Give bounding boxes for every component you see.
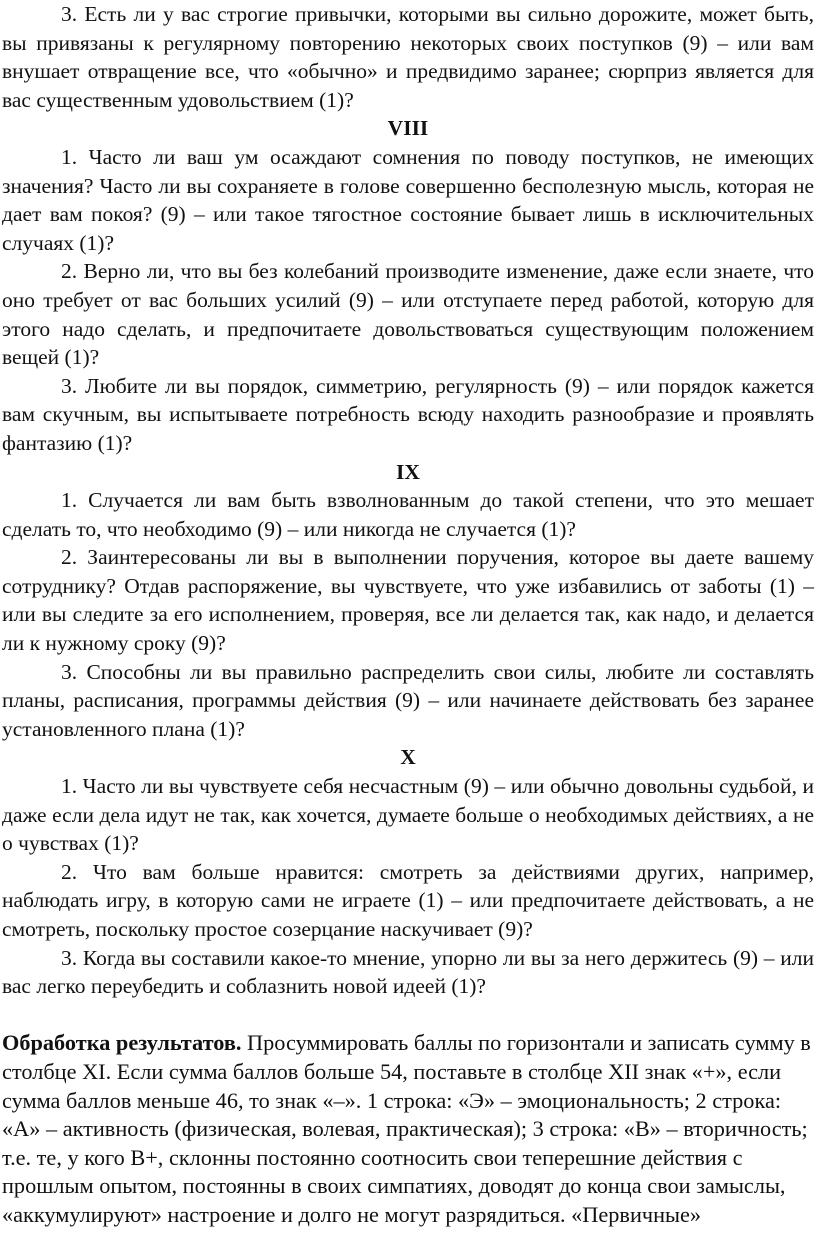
results-text: Просуммировать баллы по горизонтали и записать сумму в столбце XI. Если сумма баллов больше 54, поставьте в столбце XII знак «+», если сумма баллов меньше 46, то знак «–». 1 строка: «Э» – эмоциональность; 2 строка: «А» – активность (физическая, волевая, практическая); 3 строка: «В» – вторичность; т.е. те, у кого В+, склонны постоянно соотносить свои теперешние действия с прошлым опытом, постоянны в своих симпатиях, доводят до конца свои замыслы, «аккумулируют» настроение и долго не могут разрядиться. «Первичные» xyxy=(2,1030,811,1227)
question-ix-2: 2. Заинтересованы ли вы в выполнении поручения, которое вы даете вашему сотруднику? Отдав распоряжение, вы чувствуете, что уже избавились от заботы (1) – или вы следите за его исполнением, проверяя, все ли делается так, как надо, и делается ли к нужному сроку (9)? xyxy=(2,545,814,656)
question-ix-1: 1. Случается ли вам быть взволнованным до такой степени, что это мешает сделать то, что необходимо (9) – или никогда не случается (1)? xyxy=(2,488,814,541)
question-viii-2: 2. Верно ли, что вы без колебаний производите изменение, даже если знаете, что оно требует от вас больших усилий (9) – или отступаете перед работой, которую для этого надо сделать, и предпочитаете довольствоваться существующим положением вещей (1)? xyxy=(2,259,814,370)
question-x-2: 2. Что вам больше нравится: смотреть за действиями других, например, наблюдать игру, в которую сами не играете (1) – или предпочитаете действовать, а не смотреть, поскольку простое созерцание наскучивает (9)? xyxy=(2,859,814,941)
section-heading-ix: IX xyxy=(396,459,420,484)
question-x-3: 3. Когда вы составили какое-то мнение, упорно ли вы за него держитесь (9) – или вас легко переубедить и соблазнить новой идеей (1)? xyxy=(2,945,814,999)
section-heading-x: X xyxy=(400,745,416,770)
document-page xyxy=(2,0,814,1230)
question-x-1: 1. Часто ли вы чувствуете себя несчастным (9) – или обычно довольны судьбой, и даже если дела идут не так, как хочется, думаете больше о необходимых действиях, а не о чувствах (1)? xyxy=(2,774,814,856)
question-ix-3: 3. Способны ли вы правильно распределить свои силы, любите ли составлять планы, расписания, программы действия (9) – или начинаете действовать без заранее установленного плана (1)? xyxy=(2,659,814,741)
question-vii-3: 3. Есть ли у вас строгие привычки, которыми вы сильно дорожите, может быть, вы привязаны к регулярному повторению некоторых своих поступков (9) – или вам внушает отвращение все, что «обычно» и предвидимо заранее; сюрприз является для вас существенным удовольствием (1)? xyxy=(2,2,814,112)
question-viii-3: 3. Любите ли вы порядок, симметрию, регулярность (9) – или порядок кажется вам скучным, вы испытываете потребность всюду находить разнообразие и проявлять фантазию (1)? xyxy=(2,373,814,455)
results-paragraph xyxy=(2,1029,814,1229)
section-heading-viii: VIII xyxy=(387,116,429,141)
question-viii-1: 1. Часто ли ваш ум осаждают сомнения по поводу поступков, не имеющих значения? Часто ли вы сохраняете в голове совершенно бесполезную мысль, которая не дает вам покоя? (9) – или такое тягостное состояние бывает лишь в исключительных случаях (1)? xyxy=(2,144,814,255)
results-label: Обработка результатов. xyxy=(2,1030,242,1056)
spacer xyxy=(2,1001,814,1030)
